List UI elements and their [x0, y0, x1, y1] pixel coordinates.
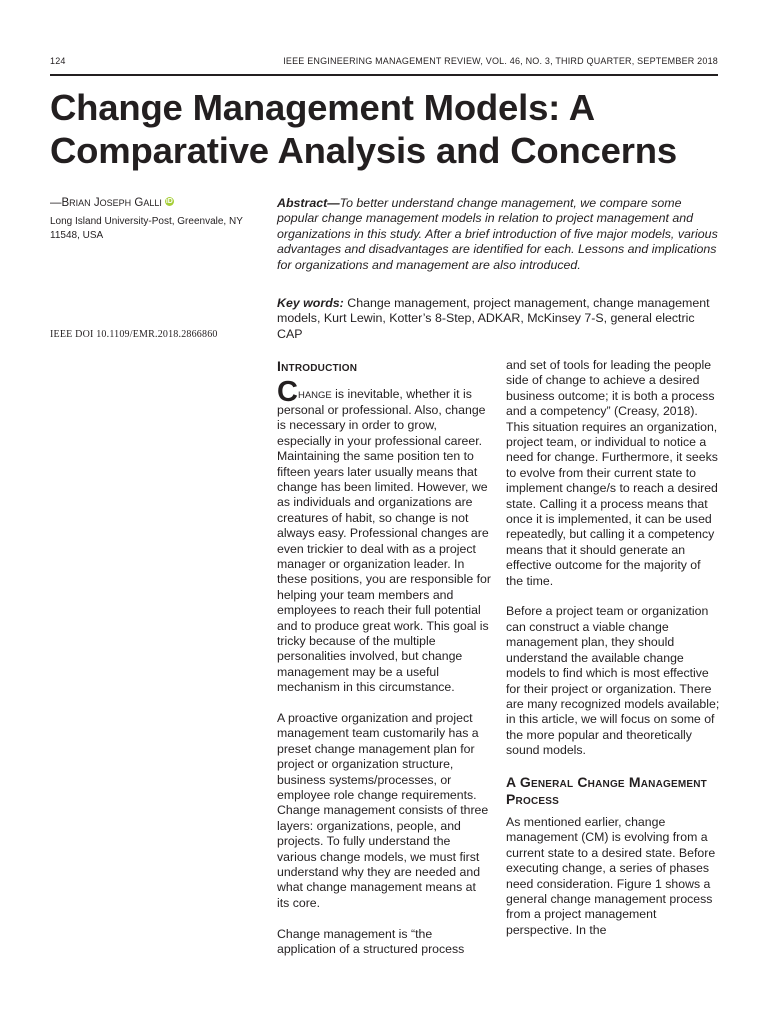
body-paragraph: CHANGE is inevitable, whether it is personal or professional. Also, change is necessary in order to grow, especially in your professional career. Maintaining the same position ten to fifteen years later usually means that change has been limited. However, we as individuals and organizations are creatures of habit, so change is not always easy. Professional changes are even trickier to deal with as a project manager or organization leader. In these positions, you are responsible for helping your team members and employees to reach their full potential and to produce great work. This goal is tricky because of the multiple personalities involved, but change management may be a useful mechanism in this circumstance.	[277, 375, 491, 695]
body-paragraph: and set of tools for leading the people side of change to achieve a desired business outcome; it is both a process and a competency” (Creasy, 2018). This situation requires an organization, project team, or individual to notice a need for change. Furthermore, it seeks to evolve from their current state to implement change/s to reach a desired state. Calling it a process means that once it is implemented, it can be used repeatedly, but calling it a competency means that it should generate an effective outcome for the majority of the time.	[506, 358, 718, 588]
body-paragraph: Before a project team or organization can construct a viable change management plan, they should understand the available change models to find which is most effective for their project or organization. There are many recognized models available; in this article, we will focus on some of the more popular and theoretically sound models.	[506, 604, 720, 758]
body-paragraph: Change management is “the application of a structured process	[277, 926, 465, 957]
abstract-text: To better understand change management, we compare some popular change management models in relation to project management and organizations in this study. After a brief introduction of five major models, various advantages and disadvantages are identified for each. Lessons and implications for organizations and management are also introduced.	[277, 196, 718, 272]
abstract-label: Abstract—	[277, 196, 340, 210]
author-affiliation: Long Island University-Post, Greenvale, NY 11548, USA	[50, 216, 243, 241]
author-name: —BRIAN JOSEPH GALLI iD	[50, 197, 173, 209]
page-number: 124	[50, 56, 66, 66]
abstract	[277, 196, 723, 273]
header-rule	[50, 74, 718, 76]
orcid-icon[interactable]: iD	[165, 198, 173, 205]
paper-title: Change Management Models: A Comparative Analysis and Concerns	[50, 87, 677, 171]
doi-line[interactable]: IEEE DOI 10.1109/EMR.2018.2866860	[50, 329, 218, 340]
section-heading-general-process: A General Change Management Process	[506, 773, 707, 808]
body-paragraph: A proactive organization and project management team customarily has a preset change management plan for project or organization structure, business systems/processes, or employee role change requirements. Change management consists of three layers: organizations, people, and projects. To fully understand the various change models, we must first understand why they are needed and what change management means at its core.	[277, 711, 489, 910]
section-heading-introduction: Introduction	[277, 358, 358, 374]
drop-cap: C	[277, 375, 298, 408]
body-column-left	[277, 358, 491, 973]
keywords-text: Change management, project management, change management models, Kurt Lewin, Kotter’s 8-Step, ADKAR, McKinsey 7-S, general electric CAP	[277, 296, 710, 341]
journal-header: IEEE ENGINEERING MANAGEMENT REVIEW, VOL. 46, NO. 3, THIRD QUARTER, SEPTEMBER 2018	[283, 56, 718, 66]
keywords	[277, 296, 723, 342]
body-paragraph: As mentioned earlier, change management (CM) is evolving from a current state to a desired state. Before executing change, a series of phases need consideration. Figure 1 shows a general change management process from a project management perspective. In the	[506, 814, 716, 937]
body-column-right	[506, 358, 720, 954]
keywords-label: Key words:	[277, 296, 344, 310]
